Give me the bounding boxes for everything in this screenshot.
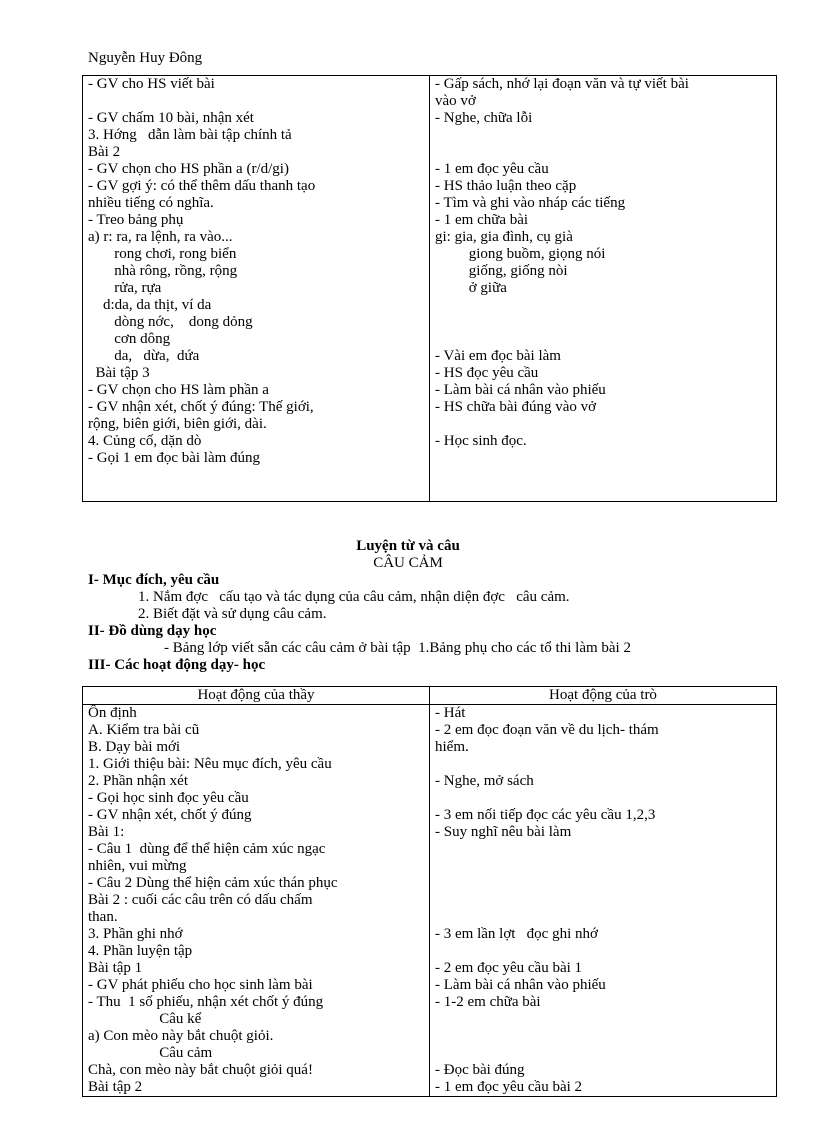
text-line: Câu cảm [88,1045,213,1061]
section-1-item: 1. Nắm đợc cấu tạo và tác dụng của câu cảm, nhận diện đợc câu cảm. [138,589,570,605]
text-line [435,875,771,892]
section-1-heading: I- Mục đích, yêu cầu [88,572,220,588]
student-activities-cell [430,76,777,502]
teacher-activities-cell [83,76,430,502]
text-line: - Nghe, chữa lỗi [435,110,533,126]
text-line: Bài tập 2 [88,1079,143,1095]
text-line: - Treo bảng phụ [88,212,184,228]
text-line: nhà rông, rồng, rộng [88,263,238,279]
text-line: - HS đọc yêu cầu [435,365,539,381]
text-line: nhiều tiếng có nghĩa. [88,195,214,211]
text-line: 3. Hớng dẫn làm bài tập chính tả [88,127,292,143]
text-line: giống, giống nòi [435,263,568,279]
text-line [435,144,771,161]
text-line: - GV nhận xét, chốt ý đúng [88,807,252,823]
student-activities-cell [430,705,777,1097]
text-line: vào vở [435,93,476,109]
text-line: da, dừa, dứa [88,348,200,364]
text-line [435,297,771,314]
text-line: 2. Phần nhận xét [88,773,188,789]
text-line: 3. Phần ghi nhớ [88,926,183,942]
section-2-heading: II- Đồ dùng dạy học [88,623,217,639]
text-line [435,127,771,144]
author-name: Nguyễn Huy Đông [88,50,203,66]
text-line: - Học sinh đọc. [435,433,527,449]
text-line: - HS thảo luận theo cặp [435,178,577,194]
text-line: Bài 2 [88,144,121,160]
text-line: - Làm bài cá nhân vào phiếu [435,382,606,398]
text-line: Bài tập 1 [88,960,143,976]
text-line: - Nghe, mở sách [435,773,534,789]
text-line: Chà, con mèo này bắt chuột giỏi quá! [88,1062,313,1078]
text-line: Bài tập 3 [88,365,150,381]
text-line: - Suy nghĩ nêu bài làm [435,824,572,840]
text-line: - Gấp sách, nhớ lại đoạn văn và tự viết bài [435,76,689,92]
text-line: rong chơi, rong biển [88,246,237,262]
text-line: - Câu 2 Dùng thể hiện cảm xúc thán phục [88,875,338,891]
text-line: - 1-2 em chữa bài [435,994,541,1010]
text-line [435,790,771,807]
text-line: - Gọi học sinh đọc yêu cầu [88,790,249,806]
text-line [88,93,424,110]
text-line: - Làm bài cá nhân vào phiếu [435,977,606,993]
text-line: - GV gợi ý: có thể thêm dấu thanh tạo [88,178,316,194]
text-line: rộng, biên giới, biên giới, dài. [88,416,267,432]
text-line: - 1 em đọc yêu cầu bài 2 [435,1079,583,1095]
text-line: cơn dông [88,331,171,347]
text-line: - HS chữa bài đúng vào vở [435,399,597,415]
lesson-subtitle: CÂU CẢM [373,555,443,571]
text-line: 1. Giới thiệu bài: Nêu mục đích, yêu cầu [88,756,332,772]
text-line: 4. Củng cố, dặn dò [88,433,202,449]
text-line [435,892,771,909]
text-line: - 3 em nối tiếp đọc các yêu cầu 1,2,3 [435,807,656,823]
lesson-title: Luyện từ và câu [356,538,460,554]
text-line: - GV cho HS viết bài [88,76,215,92]
text-line: 4. Phần luyện tập [88,943,193,959]
text-line: Câu kể [88,1011,202,1027]
text-line [435,943,771,960]
section-3-heading: III- Các hoạt động dạy- học [88,657,266,673]
text-line [435,416,771,433]
text-line: - Đọc bài đúng [435,1062,525,1078]
text-line [435,1045,771,1062]
text-line: A. Kiểm tra bài cũ [88,722,200,738]
text-line: - Gọi 1 em đọc bài làm đúng [88,450,261,466]
text-line: - 1 em chữa bài [435,212,529,228]
text-line: nhiên, vui mừng [88,858,187,874]
text-line: - Tìm và ghi vào nháp các tiếng [435,195,626,211]
text-line [435,1028,771,1045]
text-line [435,909,771,926]
text-line: hiểm. [435,739,469,755]
lesson-table-1 [82,75,777,502]
text-line: - Hát [435,705,466,721]
text-line [435,450,771,467]
text-line: giong buồm, giọng nói [435,246,606,262]
text-line: gi: gia, gia đình, cụ già [435,229,573,245]
text-line: a) Con mèo này bắt chuột giỏi. [88,1028,274,1044]
text-line: a) r: ra, ra lệnh, ra vào... [88,229,233,245]
teacher-activities-cell [83,705,430,1097]
text-line [435,1011,771,1028]
teacher-column-header: Hoạt động của thầy [83,687,430,705]
text-line: - GV chọn cho HS phần a (r/d/gi) [88,161,289,177]
text-line: - Vài em đọc bài làm [435,348,561,364]
text-line: - GV chấm 10 bài, nhận xét [88,110,254,126]
text-line: - 3 em lần lợt đọc ghi nhớ [435,926,598,942]
text-line [435,331,771,348]
text-line: ở giữa [435,280,507,296]
text-line: than. [88,909,118,925]
text-line: - GV phát phiếu cho học sinh làm bài [88,977,313,993]
text-line: - Câu 1 dùng để thể hiện cảm xúc ngạc [88,841,326,857]
text-line: Ổn định [88,705,137,721]
text-line: - 2 em đọc đoạn văn về du lịch- thám [435,722,659,738]
text-line [435,756,771,773]
lesson-table-2 [82,686,777,1097]
text-line [435,314,771,331]
text-line: Bài 2 : cuối các câu trên có dấu chấm [88,892,313,908]
text-line: dòng nớc, dong dỏng [88,314,253,330]
text-line: - 2 em đọc yêu cầu bài 1 [435,960,583,976]
text-line [435,858,771,875]
text-line: - 1 em đọc yêu cầu [435,161,549,177]
section-1-item: 2. Biết đặt và sử dụng câu cảm. [138,606,327,622]
text-line: rửa, rựa [88,280,162,296]
text-line: Bài 1: [88,824,125,840]
section-2-item: - Bảng lớp viết sẵn các câu cảm ở bài tập 1.Bảng phụ cho các tổ thi làm bài 2 [164,640,631,656]
text-line: B. Dạy bài mới [88,739,181,755]
text-line: d:da, da thịt, ví da [88,297,212,313]
text-line: - GV nhận xét, chốt ý đúng: Thế giới, [88,399,314,415]
text-line: - Thu 1 số phiếu, nhận xét chốt ý đúng [88,994,324,1010]
text-line [435,841,771,858]
student-column-header: Hoạt động của trò [430,687,777,705]
text-line: - GV chọn cho HS làm phần a [88,382,269,398]
